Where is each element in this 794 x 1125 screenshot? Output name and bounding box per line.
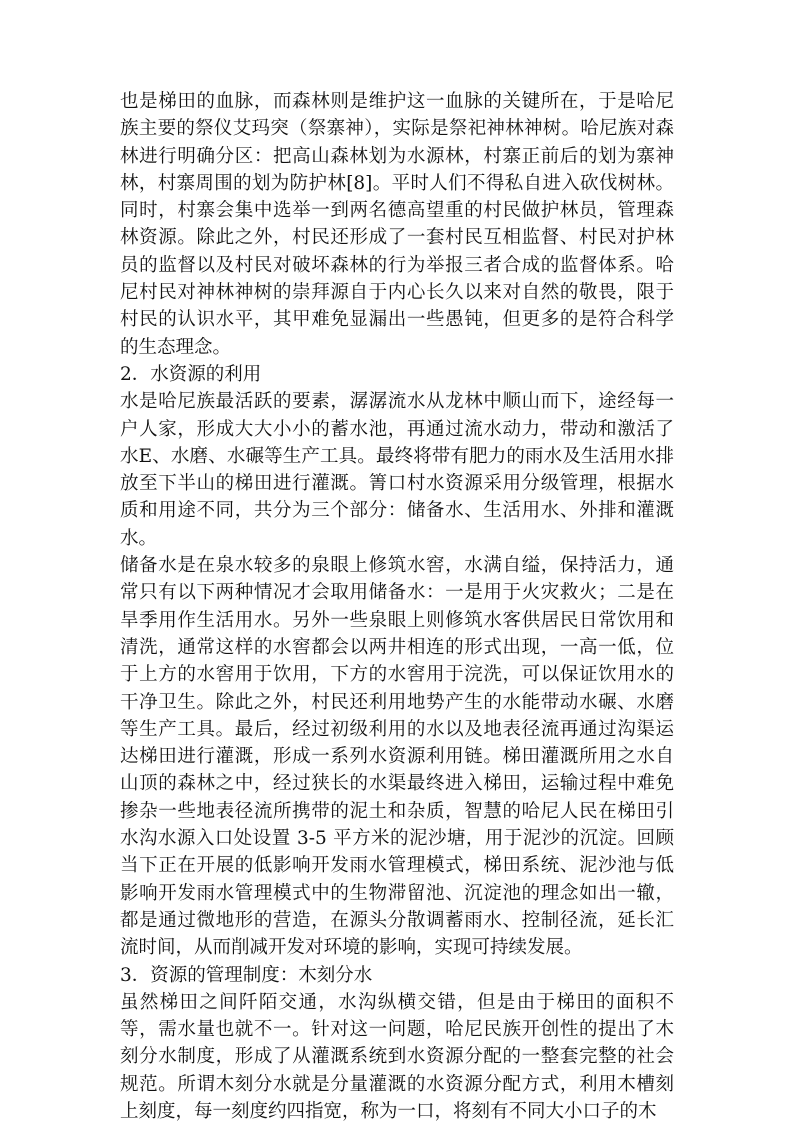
paragraph-water-overview: 水是哈尼族最活跃的要素，潺潺流水从龙林中顺山而下，途经每一户人家，形成大大小小的蓄水池，再通过流水动力，带动和激活了水E、水磨、水碾等生产工具。最终将带有肥力的雨水及生活用水排放至下半山的梯田进行灌溉。箐口村水资源采用分级管理，根据水质和用途不同，共分为三个部分：储备水、生活用水、外排和灌溉水。 [120,391,674,549]
document-page [120,88,674,1125]
paragraph-wood-carving: 虽然梯田之间阡陌交通，水沟纵横交错，但是由于梯田的面积不等，需水量也就不一。针对这一问题，哈尼民族开创性的提出了木刻分水制度，形成了从灌溉系统到水资源分配的一整套完整的社会规范。所谓木刻分水就是分量灌溉的水资源分配方式，利用木槽刻上刻度，每一刻度约四指宽，称为一口，将刻有不同大小口子的木 [120,991,674,1122]
section-heading-water-use: 2．水资源的利用 [120,363,262,385]
section-heading-water-allocation: 3．资源的管理制度：木刻分水 [120,964,373,986]
paragraph-forest: 也是梯田的血脉，而森林则是维护这一血脉的关键所在，于是哈尼族主要的祭仪艾玛突（祭寨神），实际是祭祀神林神树。哈尼族对森林进行明确分区：把高山森林划为水源林，村寨正前后的划为寨神林，村寨周围的划为防护林[8]。平时人们不得私自进入砍伐树林。同时，村寨会集中选举一到两名德高望重的村民做护林员，管理森林资源。除此之外，村民还形成了一套村民互相监督、村民对护林员的监督以及村民对破坏森林的行为举报三者合成的监督体系。哈尼村民对神林神树的崇拜源自于内心长久以来对自然的敬畏，限于村民的认识水平，其甲难免显漏出一些愚钝，但更多的是符合科学的生态理念。 [120,91,674,358]
paragraph-reserve-water: 储备水是在泉水较多的泉眼上修筑水窖，水满自缢，保持活力，通常只有以下两种情况才会取用储备水：一是用于火灾救火；二是在旱季用作生活用水。另外一些泉眼上则修筑水客供居民日常饮用和清洗，通常这样的水窖都会以两井相连的形式出现，一高一低，位于上方的水窖用于饮用，下方的水窖用于浣洗，可以保证饮用水的干净卫生。除此之外，村民还利用地势产生的水能带动水碾、水磨等生产工具。最后，经过初级利用的水以及地表径流再通过沟渠运达梯田进行灌溉，形成一系列水资源利用链。梯田灌溉所用之水自山顶的森林之中，经过狭长的水渠最终进入梯田，运输过程中难免掺杂一些地表径流所携带的泥土和杂质，智慧的哈尼人民在梯田引水沟水源入口处设置 3-5 平方米的泥沙塘，用于泥沙的沉淀。回顾当下正在开展的低影响开发雨水管理模式，梯田系统、泥沙池与低影响开发雨水管理模式中的生物滞留池、沉淀池的理念如出一辙，都是通过微地形的营造，在源头分散调蓄雨水、控制径流，延长汇流时间，从而削减开发对环境的影响，实现可持续发展。 [120,555,674,959]
